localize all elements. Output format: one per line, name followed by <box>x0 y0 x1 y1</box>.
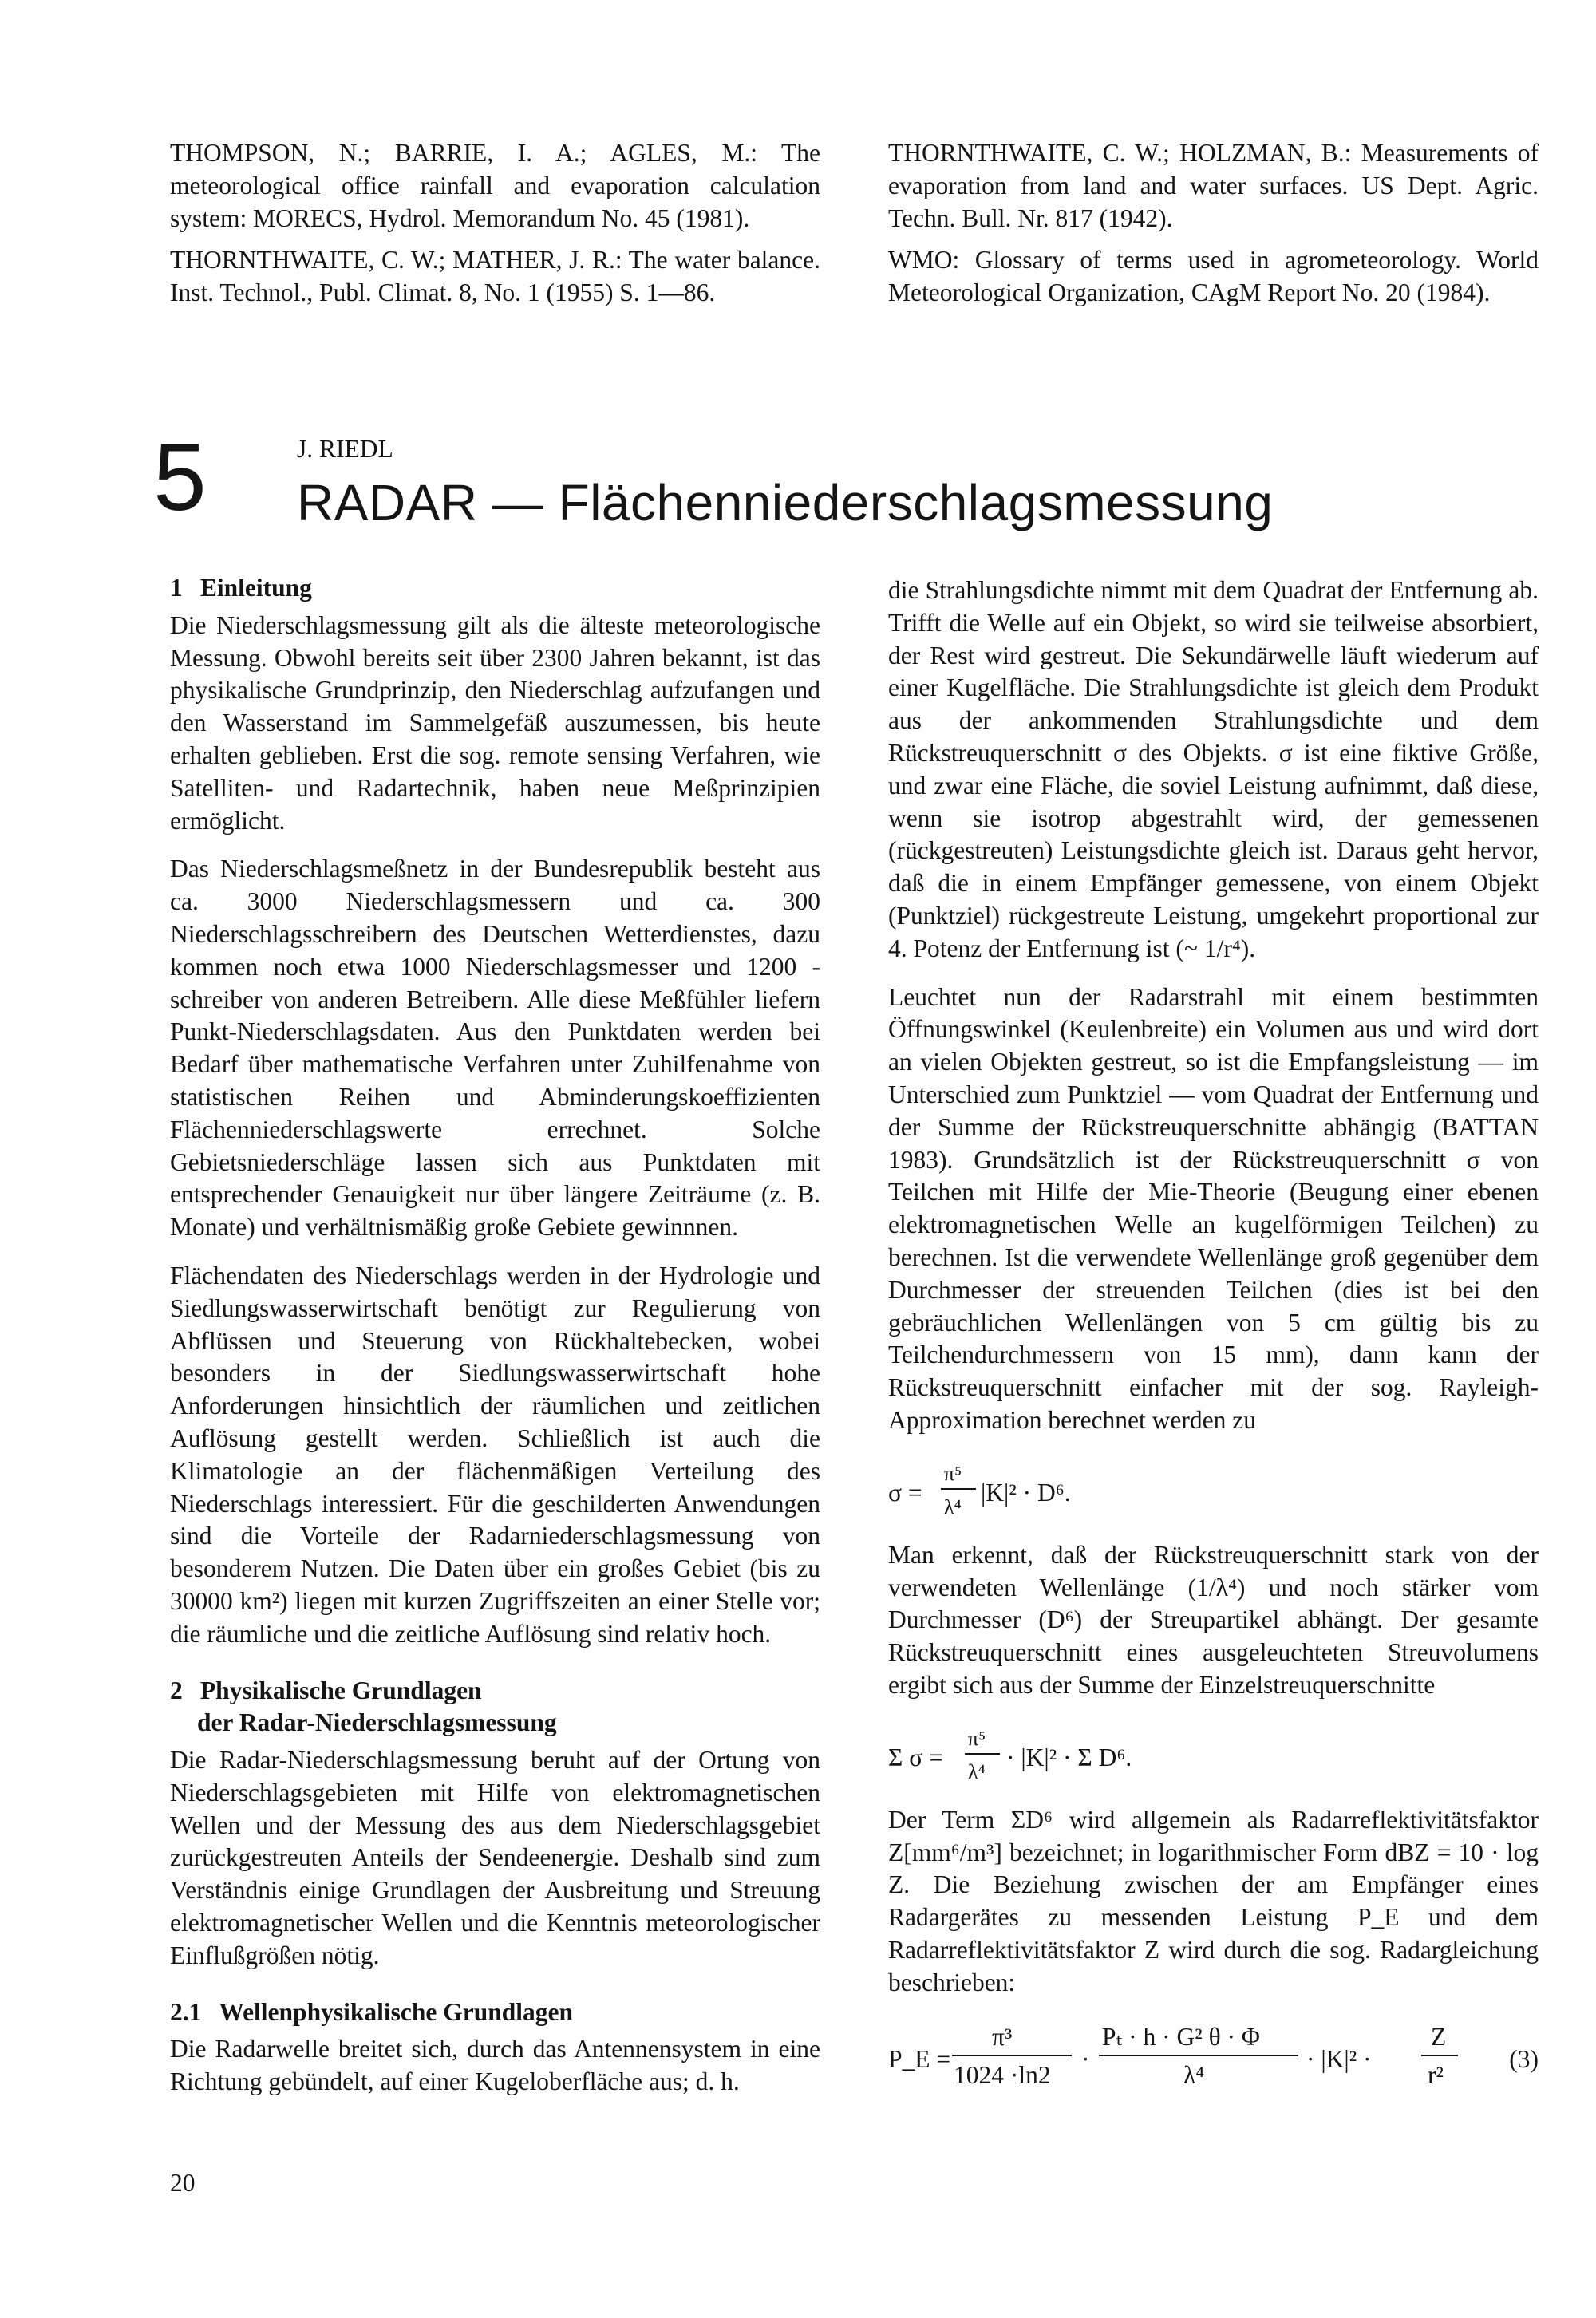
eq-lhs: P_E = <box>888 2045 951 2074</box>
paragraph: die Strahlungsdichte nimmt mit dem Quadrat der Entfernung ab. Trifft die Welle auf ein Objekt, so wird sie teilweise absorbiert, der Rest wird gestreut. Die Sekundärwelle läuft wiederum auf einer Kugelfläche. Die Strahlungsdichte ist gleich dem Produkt aus der ankommenden Strahlungsdichte und dem Rückstreuquerschnitt σ des Objekts. σ ist eine fiktive Größe, und zwar eine Fläche, die soviel Leistung aufnimmt, daß diese, wenn sie isotrop abgestrahlt wird, der gemessenen (rückgestreuten) Leistungsdichte gleich ist. Daraus geht hervor, daß die in einem Empfänger gemessene, von einem Objekt (Punktziel) rückgestreute Leistung, umgekehrt proportional zur 4. Potenz der Entfernung ist (~ 1/r⁴). <box>888 576 1539 962</box>
paragraph: Leuchtet nun der Radarstrahl mit einem bestimmten Öffnungswinkel (Keulenbreite) ein Volumen aus und wird dort an vielen Objekten gestreut, so ist die Empfangsleistung — im Unterschied zum Punktziel — vom Quadrat der Entfernung und der Summe der Rückstreuquerschnitte abhängig (BATTAN 1983). Grundsätzlich ist der Rückstreuquerschnitt σ von Teilchen mit Hilfe der Mie-Theorie (Beugung einer ebenen elektromagnetischen Welle an kugelförmigen Teilchen) zu berechnen. Ist die verwendete Wellenlänge groß gegenüber dem Durchmesser der streuenden Teilchen (dies ist bei den gebräuchlichen Wellenlängen von 5 cm gültig bis zu Teilchendurchmessern von 15 mm), dann kann der Rückstreuquerschnitt einfacher mit der sog. Rayleigh-Approximation berechnet werden zu <box>888 982 1539 1434</box>
fraction-bar <box>941 1488 976 1490</box>
eq-denominator: λ⁴ <box>1183 2061 1205 2090</box>
paragraph: Die Radarwelle breitet sich, durch das Antennensystem in eine Richtung gebündelt, auf einer Kugeloberfläche aus; d. h. <box>170 2035 820 2096</box>
section-number: 2 <box>170 1676 183 1704</box>
eq-rest: |K|² · D⁶. <box>981 1478 1071 1507</box>
section-title-line2: der Radar-Niederschlagsmessung <box>197 1708 557 1737</box>
eq-middle: · |K|² · <box>1306 2045 1372 2074</box>
eq-numerator: π⁵ <box>968 1726 986 1750</box>
page-number: 20 <box>170 2169 196 2197</box>
equation-sum <box>888 1718 1539 1790</box>
eq-denominator: λ⁴ <box>944 1495 962 1518</box>
fraction-bar <box>965 1753 1000 1755</box>
paragraph: Die Niederschlagsmessung gilt als die älteste meteorologische Messung. Obwohl bereits seit über 2300 Jahren bekannt, ist das physikalische Grundprinzip, den Niederschlag aufzufangen und den Wasserstand im Sammelgefäß auszumessen, bis heute erhalten geblieben. Erst die sog. remote sensing Verfahren, wie Satelliten- und Radartechnik, haben neue Meßprinzipien ermöglicht. <box>170 610 820 835</box>
paragraph: Die Radar-Niederschlagsmessung beruht auf der Ortung von Niederschlagsgebieten mit Hilfe von elektromagnetischen Wellen und der Messung des aus dem Niederschlagsgebiet zurückgestreuten Anteils der Sendeenergie. Deshalb sind zum Verständnis einige Grundlagen der Ausbreitung und Streuung elektromagnetischer Wellen und die Kenntnis meteorologischer Einflußgrößen nötig. <box>170 1746 820 1969</box>
chapter-number: 5 <box>153 424 207 531</box>
equation-rayleigh <box>888 1453 1539 1525</box>
section-heading-1 <box>170 572 820 605</box>
section-heading-2-1 <box>170 1996 820 2029</box>
fraction-bar <box>952 2055 1072 2056</box>
eq-lhs: Σ σ = <box>888 1743 943 1771</box>
fraction-bar <box>1099 2055 1298 2056</box>
body-left-column <box>170 572 820 2115</box>
body-right-column <box>888 575 1539 2109</box>
reference-wmo: WMO: Glossary of terms used in agrometeorology. World Meteorological Organization, CAgM Report No. 20 (1984). <box>888 246 1539 307</box>
eq-denominator: 1024 ·ln2 <box>954 2061 1051 2090</box>
section-title: Einleitung <box>200 574 312 602</box>
equation-radar <box>888 2015 1539 2095</box>
section-title: Wellenphysikalische Grundlagen <box>219 1997 574 2026</box>
paragraph: Flächendaten des Niederschlags werden in der Hydrologie und Siedlungswasserwirtschaft benötigt zur Regulierung von Abflüssen und Steuerung von Rückhaltebecken, wobei besonders in der Siedlungswasserwirtschaft hohe Anforderungen hinsichtlich der räumlichen und zeitlichen Auflösung gestellt werden. Schließlich ist auch die Klimatologie an der flächenmäßigen Verteilung des Niederschlags interessiert. Für die geschilderten Anwendungen sind die Vorteile der Radarniederschlagsmessung von besonderem Nutzen. Die Daten über ein großes Gebiet (bis zu 30000 km²) liegen mit kurzen Zugriffszeiten an einer Stelle vor; die räumliche und die zeitliche Auflösung sind relativ hoch. <box>170 1261 820 1648</box>
eq-numerator: π⁵ <box>944 1461 962 1485</box>
section-number: 1 <box>170 574 183 602</box>
paragraph: Der Term ΣD⁶ wird allgemein als Radarreflektivitätsfaktor Z[mm⁶/m³] bezeichnet; in logarithmischer Form dBZ = 10 · log Z. Die Beziehung zwischen der am Empfänger eines Radargerätes zu messenden Leistung P_E und dem Radarreflektivitätsfaktor Z wird durch die sog. Radargleichung beschrieben: <box>888 1805 1539 1996</box>
section-title: Physikalische Grundlagen <box>200 1676 482 1704</box>
reference-thompson: THOMPSON, N.; BARRIE, I. A.; AGLES, M.: The meteorological office rainfall and evaporation calculation system: MORECS, Hydrol. Memorandum No. 45 (1981). <box>170 139 820 232</box>
chapter-title: RADAR — Flächenniederschlagsmessung <box>297 474 1274 531</box>
section-number: 2.1 <box>170 1997 202 2026</box>
fraction-bar <box>1421 2055 1458 2056</box>
eq-numerator: Pₜ · h · G² θ · Φ <box>1102 2023 1260 2051</box>
equation-label: (3) <box>1509 2045 1539 2074</box>
references-left <box>170 137 820 319</box>
eq-denominator: λ⁴ <box>968 1759 986 1783</box>
eq-numerator: Z <box>1431 2023 1447 2051</box>
paragraph: Das Niederschlagsmeßnetz in der Bundesrepublik besteht aus ca. 3000 Niederschlagsmessern und ca. 300 Niederschlagsschreibern des Deutschen Wetterdienstes, dazu kommen noch etwa 1000 Niederschlagsmesser und 1200 -schreiber von anderen Betreibern. Alle diese Meßfühler liefern Punkt-Niederschlagsdaten. Aus den Punktdaten werden bei Bedarf über mathematische Verfahren unter Zuhilfenahme von statistischen Reihen und Abminderungskoeffizienten Flächenniederschlagswerte errechnet. Solche Gebietsniederschläge lassen sich aus Punktdaten mit entsprechender Genauigkeit nur über längere Zeiträume (z. B. Monate) und verhältnismäßig große Gebiete gewinnnen. <box>170 855 820 1242</box>
references-right <box>888 137 1539 319</box>
eq-denominator: r² <box>1428 2061 1444 2090</box>
chapter-author: J. RIEDL <box>297 435 393 463</box>
paragraph: Man erkennt, daß der Rückstreuquerschnitt stark von der verwendeten Wellenlänge (1/λ⁴) und noch stärker vom Durchmesser (D⁶) der Streupartikel abhängt. Der gesamte Rückstreuquerschnitt eines ausgeleuchteten Streuvolumens ergibt sich aus der Summe der Einzelstreuquerschnitte <box>888 1540 1539 1699</box>
reference-thornthwaite-holzman: THORNTHWAITE, C. W.; HOLZMAN, B.: Measurements of evaporation from land and water surfaces. US Dept. Agric. Techn. Bull. Nr. 817 (1942). <box>888 139 1539 232</box>
eq-rest: · |K|² · Σ D⁶. <box>1006 1743 1132 1771</box>
eq-lhs: σ = <box>888 1478 922 1507</box>
eq-numerator: π³ <box>992 2023 1013 2051</box>
section-heading-2 <box>170 1675 820 1740</box>
reference-thornthwaite-mather: THORNTHWAITE, C. W.; MATHER, J. R.: The water balance. Inst. Technol., Publ. Climat. 8, No. 1 (1955) S. 1—86. <box>170 246 820 307</box>
eq-operator: · <box>1081 2045 1090 2074</box>
